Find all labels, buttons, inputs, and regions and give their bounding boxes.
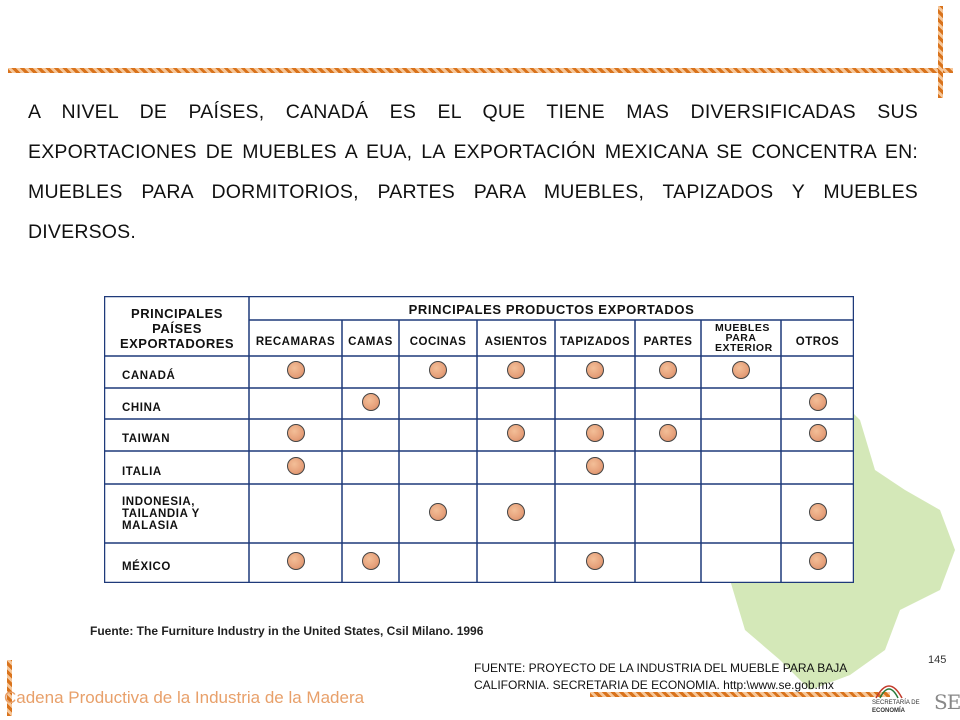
mark-mexico-otros <box>809 552 827 570</box>
column-header-exterior: MUEBLES PARA EXTERIOR <box>715 322 773 354</box>
mark-canada-tapizados <box>586 361 604 379</box>
row-label-taiwan: TAIWAN <box>122 433 171 445</box>
logo-emblem-icon <box>874 676 904 700</box>
mark-taiwan-recamaras <box>287 424 305 442</box>
intro-paragraph: A NIVEL DE PAÍSES, CANADÁ ES EL QUE TIENE MAS DIVERSIFICADAS SUS EXPORTACIONES DE MUEBLES A EUA, LA EXPORTACIÓN MEXICANA SE CONCENTRA EN: MUEBLES PARA DORMITORIOS, PARTES PARA MUEBLES, TAPIZADOS Y MUEBLES DIVERSOS. <box>28 101 918 243</box>
row-label-canada: CANADÁ <box>122 370 176 382</box>
footer-title: Cadena Productiva de la Industria de la Madera <box>4 688 365 707</box>
column-header-camas: CAMAS <box>348 336 393 348</box>
row-label-indonesia: INDONESIA, TAILANDIA Y MALASIA <box>122 496 200 532</box>
logo-line2: ECONOMÍA <box>872 708 905 714</box>
mark-canada-recamaras <box>287 361 305 379</box>
mark-mexico-tapizados <box>586 552 604 570</box>
column-header-cocinas: COCINAS <box>409 336 467 348</box>
mark-taiwan-partes <box>659 424 677 442</box>
mark-canada-exterior <box>732 361 750 379</box>
mark-canada-partes <box>659 361 677 379</box>
logo-line1: SECRETARÍA DE <box>872 700 920 706</box>
mark-taiwan-asientos <box>507 424 525 442</box>
mark-italia-recamaras <box>287 457 305 475</box>
mark-china-camas <box>362 393 380 411</box>
products-header: PRINCIPALES PRODUCTOS EXPORTADOS <box>408 302 695 317</box>
mark-indonesia-cocinas <box>429 503 447 521</box>
top-decorative-bar <box>8 68 953 73</box>
column-header-asientos: ASIENTOS <box>484 336 548 348</box>
mark-canada-cocinas <box>429 361 447 379</box>
logo-mark: SE <box>934 690 960 714</box>
mark-indonesia-asientos <box>507 503 525 521</box>
row-label-china: CHINA <box>122 401 162 414</box>
page-number: 145 <box>928 654 947 666</box>
countries-header: PRINCIPALES PAÍSES EXPORTADORES <box>119 306 235 351</box>
column-header-recamaras: RECAMARAS <box>255 336 336 348</box>
mark-taiwan-tapizados <box>586 424 604 442</box>
column-header-tapizados: TAPIZADOS <box>559 336 631 348</box>
mark-mexico-recamaras <box>287 552 305 570</box>
mark-taiwan-otros <box>809 424 827 442</box>
mark-canada-asientos <box>507 361 525 379</box>
row-label-italia: ITALIA <box>122 465 162 478</box>
mark-indonesia-otros <box>809 503 827 521</box>
column-header-otros: OTROS <box>795 336 840 348</box>
source-note: Fuente: The Furniture Industry in the United States, Csil Milano. 1996 <box>90 624 484 638</box>
source-footer: FUENTE: PROYECTO DE LA INDUSTRIA DEL MUEBLE PARA BAJA CALIFORNIA. SECRETARIA DE ECONOMIA. http:\www.se.gob.mx <box>474 661 847 692</box>
secretaria-economia-logo <box>872 676 958 720</box>
mark-mexico-camas <box>362 552 380 570</box>
column-header-partes: PARTES <box>643 336 693 348</box>
mark-china-otros <box>809 393 827 411</box>
row-label-mexico: MÉXICO <box>122 561 171 573</box>
mark-italia-tapizados <box>586 457 604 475</box>
exports-table <box>104 296 854 583</box>
top-right-decorative-bar <box>938 6 943 98</box>
